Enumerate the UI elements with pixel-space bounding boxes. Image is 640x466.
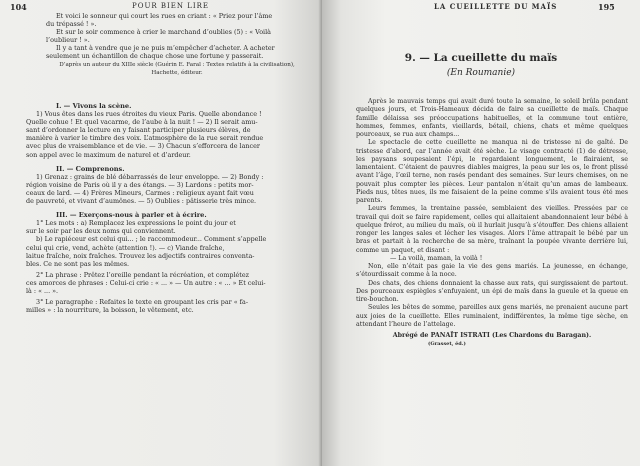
text-line: 2° La phrase : Prêtez l’oreille pendant la récréation, et complétez bbox=[36, 270, 250, 279]
text-line: Et sur le soir commence à crier le marchand d’oublies (5) : « Voilà bbox=[56, 28, 271, 37]
text-line: du trépassé ! ». bbox=[46, 20, 97, 29]
right-page bbox=[322, 0, 640, 466]
text-line: son appel avec le maximum de naturel et d’ardeur. bbox=[26, 150, 191, 159]
section-title: I. — Vivons la scène. bbox=[56, 102, 132, 110]
text-line: laitue fraîche, noix fraîches. Trouvez les adjectifs contraires conventa- bbox=[26, 251, 255, 260]
text-line: région voisine de Paris où il y a des étangs. — 3) Lardons : petits mor- bbox=[26, 180, 254, 189]
text-line: sant d’ordonner la lecture en y faisant participer plusieurs élèves, de bbox=[26, 126, 251, 135]
text-line: Il y a tant à vendre que je ne puis m’empêcher d’acheter. A acheter bbox=[56, 44, 275, 53]
text-line: de pauvreté, et vivant d’aumônes. — 5) Oublies : pâtisserie très mince. bbox=[26, 197, 257, 206]
paragraph: Le spectacle de cette cueillette ne manqua ni de tristesse ni de gaîté. De tristesse d’abord, car l’année avait été sèche. Le visage contracté (1) de détresse, les paysans soupesaient l’épi, le regardaient longuement, le flairaient, se lamentaient. C’étaient de pauvres diables maigres, la peau sur les os, le front plissé avant l’âge, l’œil terne, non rasés pendant des semaines. Sur leurs chemises, on ne pouvait plus compter les pièces. Leur pantalon n’était qu’un amas de lambeaux. Pieds nus, têtes nues, ils me faisaient de la peine comme s’ils avaient tous été mes parents. bbox=[356, 139, 628, 204]
section-title: III. — Exerçons-nous à parler et à écrire. bbox=[56, 211, 207, 220]
text-line: Et voici le sonneur qui court les rues en criant : « Priez pour l’âme bbox=[56, 12, 273, 20]
paragraph: — La voilà, maman, la voilà ! bbox=[390, 254, 483, 262]
page-number: 104 bbox=[10, 2, 27, 12]
text-line: là : « ... ». bbox=[26, 286, 59, 295]
text-line: celui qui crie, vend, achète (attention !). — c) Viande fraîche, bbox=[26, 243, 225, 252]
page-number: 195 bbox=[598, 2, 615, 12]
publisher-note: (Grasset, éd.) bbox=[428, 341, 466, 348]
text-line: Quelle cohue ! Et quel vacarme, de l’aube à la nuit ! — 2) Il serait amu- bbox=[26, 118, 258, 127]
text-line: b) Le rapiéceur est celui qui... ; le raccommodeur... Comment s’appelle bbox=[36, 235, 267, 244]
text-line: seulement un échantillon de chaque chose une fortune y passerait. bbox=[46, 52, 264, 61]
text-line: ces amorces de phrases : Celui-ci crie : « ... » — Un autre : « ... » Et celui- bbox=[26, 278, 266, 287]
source-citation: D’après un auteur du XIIIe siècle (Guérin E. Faral : Textes relatifs à la civilisation), Hachette, éditeur. bbox=[59, 61, 295, 76]
paragraph: Non, elle n’était pas gaie la vie des gens mariés. La jeunesse, en échange, s’étourdissait comme à la noce. bbox=[356, 263, 628, 279]
text-line: bles. Ce ne sont pas les mêmes. bbox=[26, 259, 130, 268]
text-line: ceaux de lard. — 4) Frères Mineurs, Carmes : religieux ayant fait vœu bbox=[26, 188, 254, 197]
text-line: 1° Les mots : a) Remplacez les expressions le point du jour et bbox=[36, 219, 236, 228]
text-line: l’oublieur ! ». bbox=[46, 36, 90, 45]
running-head: LA CUEILLETTE DU MAÏS bbox=[434, 2, 558, 11]
chapter-subtitle: (En Roumanie) bbox=[446, 68, 516, 78]
text-line: milles » : la nourriture, la boisson, le vêtement, etc. bbox=[26, 306, 194, 315]
text-line: sur le soir par les deux noms qui conviennent. bbox=[26, 227, 176, 236]
paragraph: Leurs femmes, la trentaine passée, semblaient des vieilles. Pressées par ce travail qui doit se faire rapidement, celles qui allaitaient abandonnaient leur bébé à quelque frérot, au milieu du maïs, où il hurlait jusqu’à s’étouffer. Des chiens allaient ronger les langes sales et lécher les visages. Alors l’âme attrapait le bébé par un bras et partait à la recherche de sa mère, traînant la poupée vivante derrière lui, comme un paquet, et disant : bbox=[356, 205, 628, 254]
opening-text bbox=[46, 12, 308, 77]
paragraph: Seules les bêtes de somme, pareilles aux gens mariés, ne prenaient aucune part aux joies de la cueillette. Elles ruminaient, indifférentes, la même tige sèche, en attendant l’heure de l’attelage. bbox=[356, 304, 628, 328]
story-text bbox=[356, 98, 628, 349]
text-line: 3° Le paragraphe : Refaites le texte en groupant les cris par « fa- bbox=[36, 298, 248, 307]
text-line: manière à varier le timbre des voix. L’atmosphère de la rue serait rendue bbox=[26, 134, 264, 143]
text-line: 1) Grenaz : grains de blé débarrassés de leur enveloppe. — 2) Bondy : bbox=[36, 172, 264, 181]
text-line: 1) Vous êtes dans les rues étroites du vieux Paris. Quelle abondance ! bbox=[36, 110, 262, 119]
section-title: II. — Comprenons. bbox=[56, 164, 125, 173]
exercises bbox=[26, 102, 308, 314]
paragraph: Des chats, des chiens donnaient la chasse aux rats, qui surgissaient de partout. Des pourceaux espiègles s’enfuyaient, un épi de maïs dans la gueule et la queue en tire-bouchon. bbox=[356, 279, 628, 303]
running-head: POUR BIEN LIRE bbox=[132, 2, 210, 10]
chapter-title: 9. — La cueillette du maïs bbox=[404, 52, 558, 64]
text-line: avec plus de vraisemblance et de vie. — 3) Chacun s’efforcera de lancer bbox=[26, 142, 260, 151]
paragraph: Après le mauvais temps qui avait duré toute la semaine, le soleil brûla pendant quelques jours, et Trois-Hameaux décida de faire sa cueillette de maïs. Chaque famille délaissa ses préoccupations habituelles, et la commune tout entière, hommes, femmes, enfants, vieillards, bétail, chiens, chats et même quelques pourceaux, se rua aux champs... bbox=[356, 98, 628, 138]
attribution: Abrégé de PANAÏT ISTRATI (Les Chardons du Baragan). bbox=[392, 332, 592, 339]
